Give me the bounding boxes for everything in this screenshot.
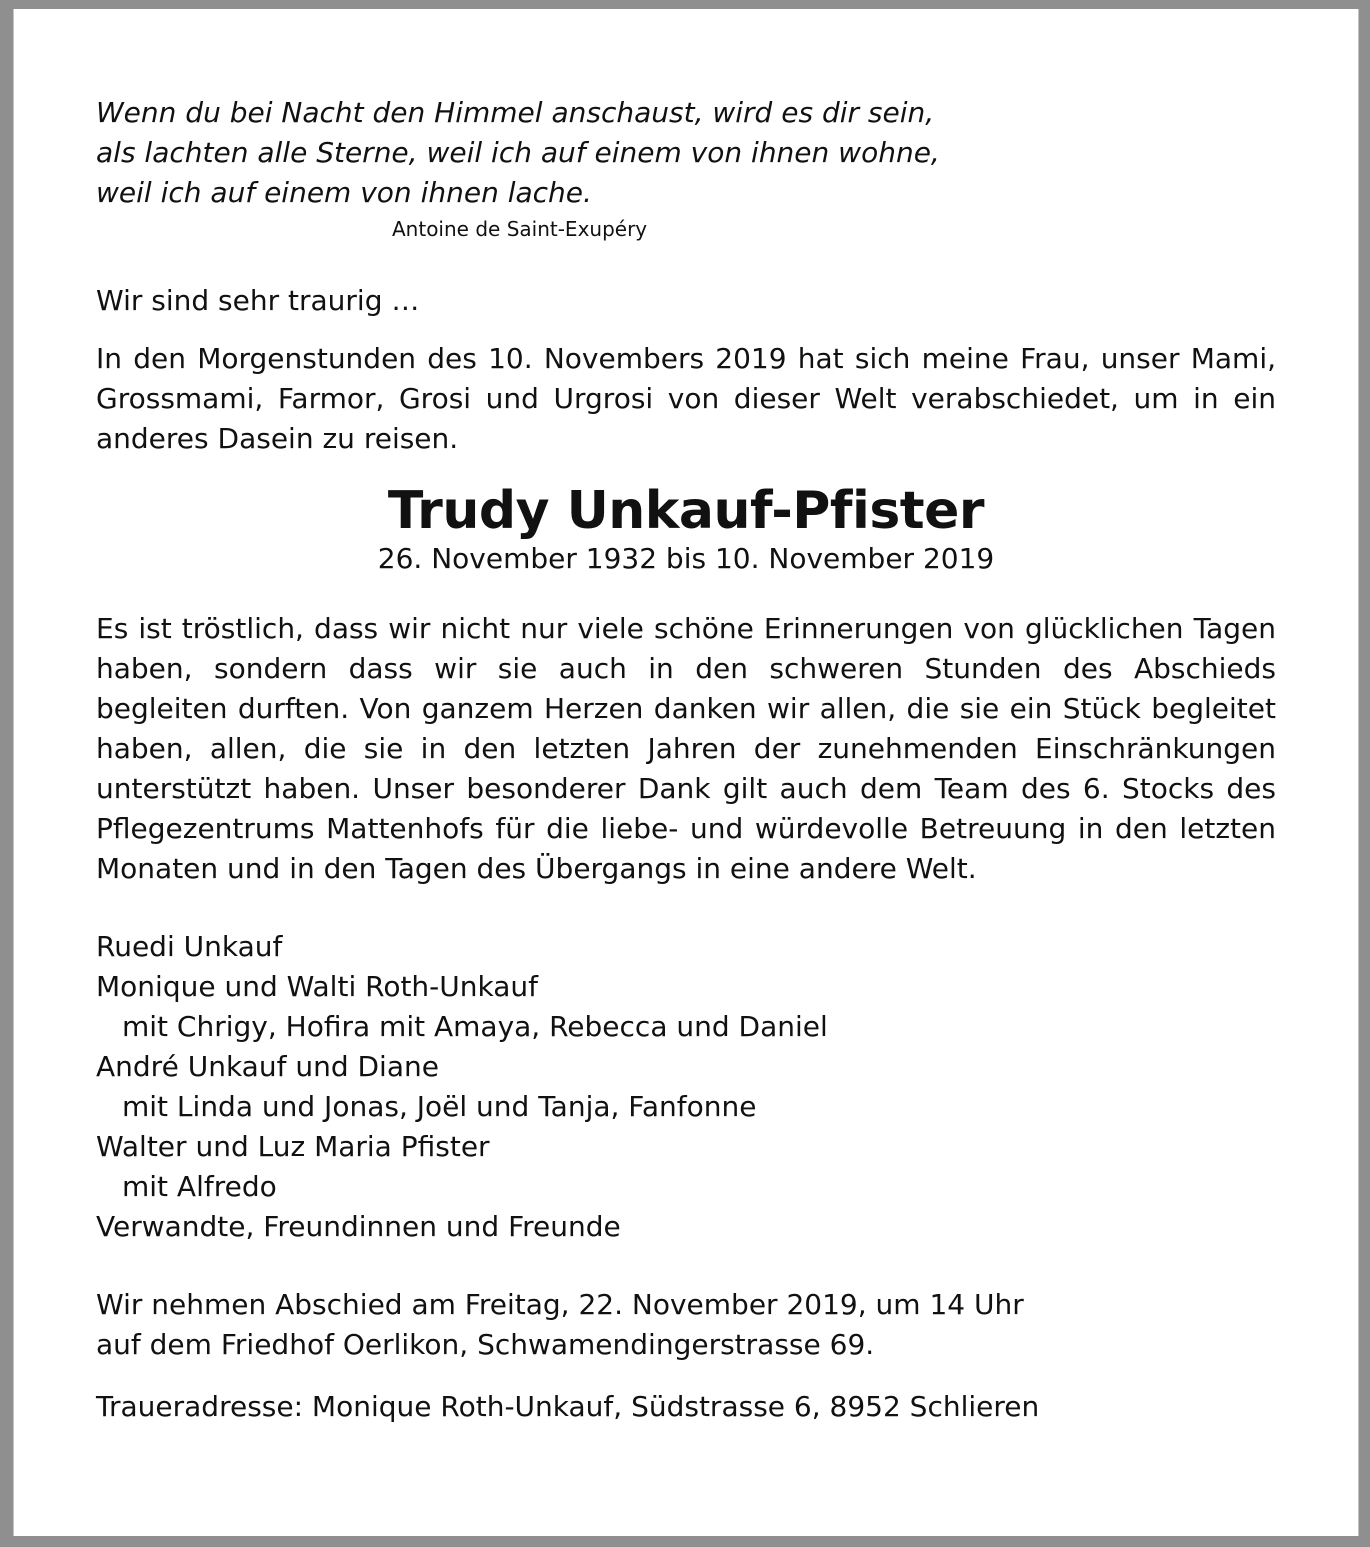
family-member: André Unkauf und Diane [96, 1050, 439, 1083]
lead-paragraph: In den Morgenstunden des 10. Novembers 2019 hat sich meine Frau, unser Mami, Grossmami, Farmor, Grosi und Urgrosi von dieser Welt verabschiedet, um in ein anderes Dasein zu reisen. [96, 342, 1276, 455]
family-member: Walter und Luz Maria Pfister [96, 1130, 490, 1163]
farewell-line: auf dem Friedhof Oerlikon, Schwamendingerstrasse 69. [96, 1328, 875, 1361]
quote-line: Wenn du bei Nacht den Himmel anschaust, wird es dir sein, [96, 96, 935, 129]
quote-line: als lachten alle Sterne, weil ich auf einem von ihnen wohne, [96, 136, 940, 169]
family-member: Monique und Walti Roth-Unkauf [96, 970, 538, 1003]
quote-line: weil ich auf einem von ihnen lache. [96, 176, 592, 209]
life-dates: 26. November 1932 bis 10. November 2019 [377, 542, 995, 575]
quote-author: Antoine de Saint-Exupéry [392, 217, 648, 241]
deceased-name: Trudy Unkauf-Pfister [387, 481, 985, 541]
family-member: Ruedi Unkauf [96, 930, 283, 963]
farewell-line: Wir nehmen Abschied am Freitag, 22. November 2019, um 14 Uhr [96, 1288, 1024, 1321]
thanks-paragraph: Es ist tröstlich, dass wir nicht nur viele schöne Erinnerungen von glücklichen Tagen haben, sondern dass wir sie auch in den schweren Stunden des Abschieds begleiten durften. Von ganzem Herzen danken wir allen, die sie ein Stück begleitet haben, allen, die sie in den letzten Jahren der zunehmenden Einschränkungen unterstützt haben. Unser besonderer Dank gilt auch dem Team des 6. Stocks des Pflegezentrums Mattenhofs für die liebe- und würdevolle Betreuung in den letzten Monaten und in den Tagen des Übergangs in eine andere Welt. [96, 612, 1276, 885]
family-member-children: mit Alfredo [122, 1170, 277, 1203]
family-list [96, 927, 1276, 1247]
obituary-notice [96, 93, 1276, 1455]
quote-block [96, 93, 1276, 213]
family-member-children: mit Chrigy, Hofira mit Amaya, Rebecca und Daniel [122, 1010, 828, 1043]
mourning-address: Traueradresse: Monique Roth-Unkauf, Südstrasse 6, 8952 Schlieren [96, 1390, 1040, 1423]
family-member-children: mit Linda und Jonas, Joël und Tanja, Fanfonne [122, 1090, 757, 1123]
family-member: Verwandte, Freundinnen und Freunde [96, 1210, 621, 1243]
intro-text: Wir sind sehr traurig … [96, 284, 420, 317]
farewell-info [96, 1285, 1276, 1365]
